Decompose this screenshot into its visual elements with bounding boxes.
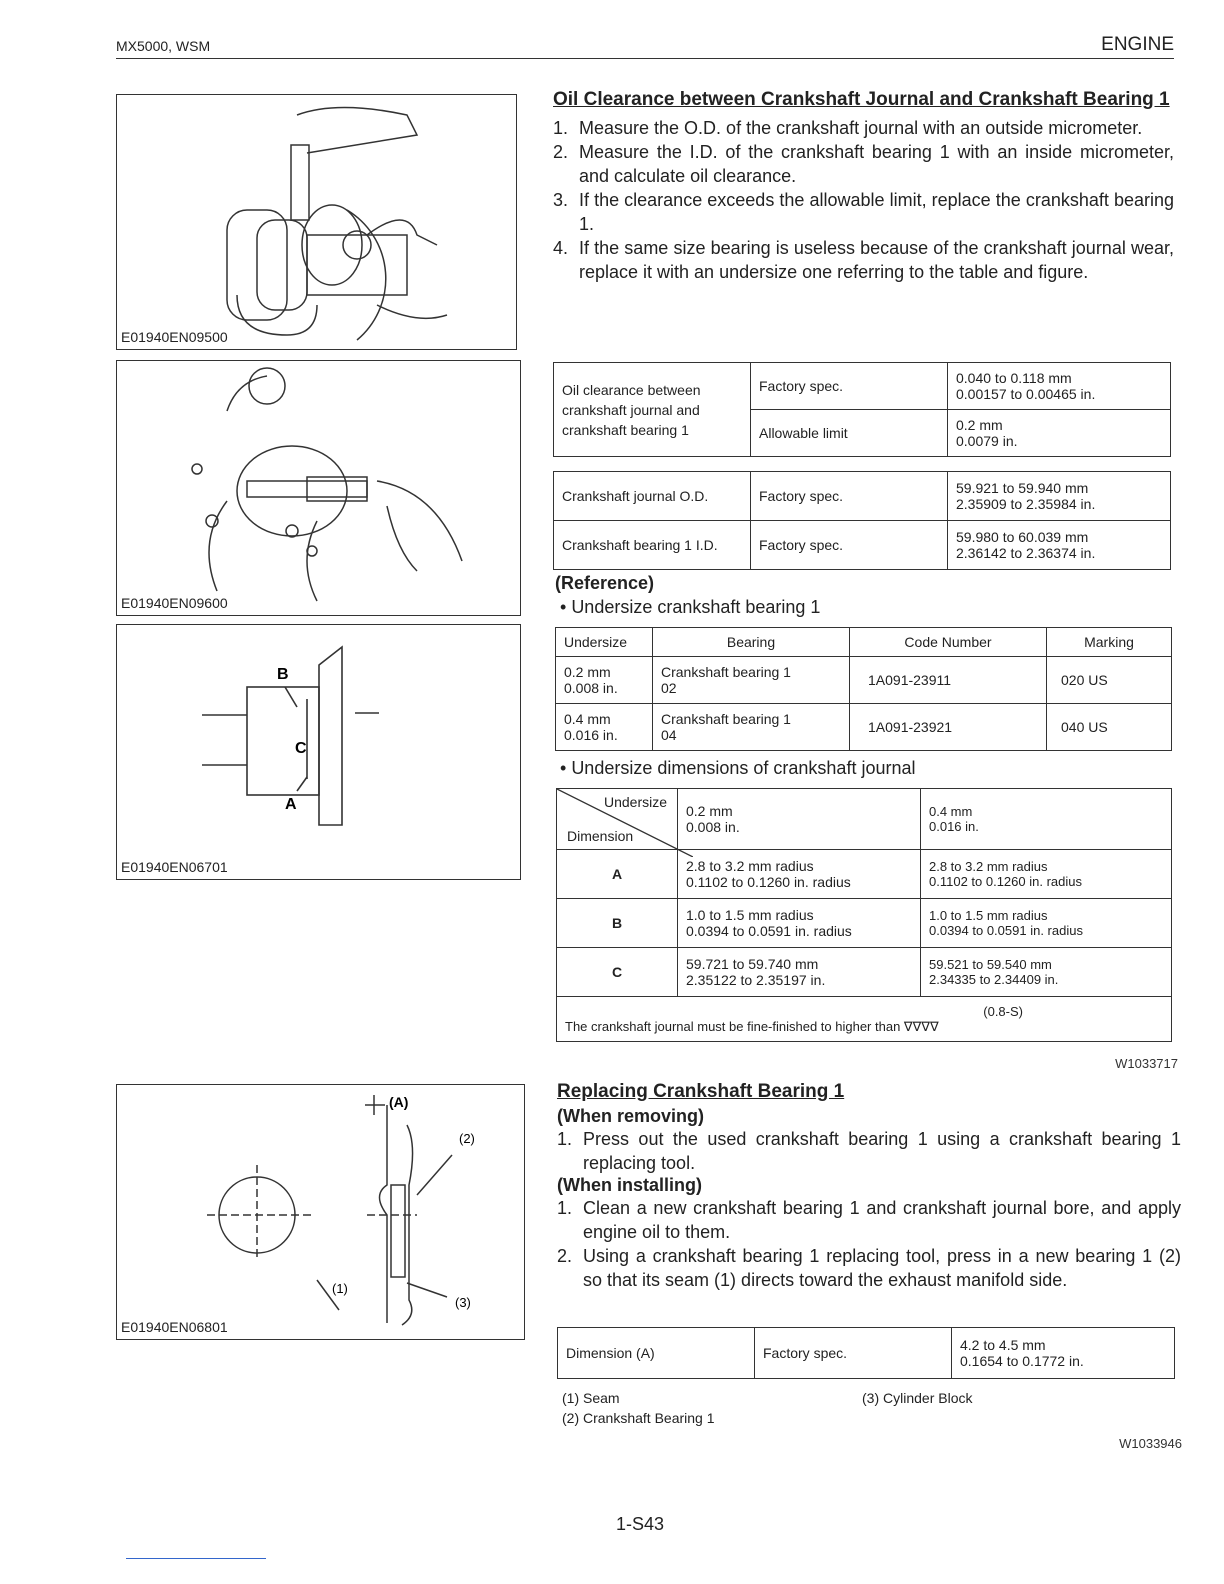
spec-value: 59.921 to 59.940 mm 2.35909 to 2.35984 in. bbox=[948, 472, 1171, 521]
column-header: Bearing bbox=[653, 628, 850, 657]
procedure-step: 3. If the clearance exceeds the allowable limit, replace the crankshaft bearing 1. bbox=[553, 190, 1174, 234]
column-header: 0.4 mm 0.016 in. bbox=[921, 789, 1172, 850]
figure-code: E01940EN06701 bbox=[121, 859, 228, 875]
bullet-undersize-bearing: • Undersize crankshaft bearing 1 bbox=[560, 597, 821, 617]
dimension-label-b: B bbox=[277, 666, 289, 683]
figure-journal-od-measure bbox=[116, 94, 517, 350]
dimension-label-c: C bbox=[295, 740, 307, 757]
figure-code: E01940EN09600 bbox=[121, 595, 228, 611]
procedure-step: 2. Using a crankshaft bearing 1 replacing tool, press in a new bearing 1 (2) so that its seam (1) directs toward the exhaust manifold side. bbox=[557, 1246, 1181, 1290]
finish-note: (0.8-S) The crankshaft journal must be fine-finished to higher than ∇∇∇∇ bbox=[557, 997, 1172, 1042]
inside-micrometer-illustration bbox=[117, 361, 520, 615]
legend-item: (3) Cylinder Block bbox=[862, 1390, 973, 1406]
spec-value: 0.040 to 0.118 mm 0.00157 to 0.00465 in. bbox=[948, 363, 1171, 410]
header-section: ENGINE bbox=[1101, 34, 1174, 55]
column-header: Undersize bbox=[556, 628, 653, 657]
spec-item: Crankshaft bearing 1 I.D. bbox=[554, 521, 751, 570]
spec-item: Oil clearance between crankshaft journal and crankshaft bearing 1 bbox=[554, 363, 751, 457]
column-header: Code Number bbox=[850, 628, 1047, 657]
dimension-label-a: A bbox=[285, 796, 297, 813]
section-code: W1033946 bbox=[1119, 1436, 1182, 1451]
legend-item: (1) Seam bbox=[562, 1390, 620, 1406]
removing-heading: (When removing) bbox=[557, 1106, 704, 1126]
procedure-step: 2. Measure the I.D. of the crankshaft bearing 1 with an inside micrometer, and calculate oil clearance. bbox=[553, 142, 1174, 186]
spec-label: Factory spec. bbox=[751, 472, 948, 521]
procedure-step: 4. If the same size bearing is useless because of the crankshaft journal wear, replace it with an undersize one referring to the table and figure. bbox=[553, 238, 1174, 282]
figure-bearing-id-measure bbox=[116, 360, 521, 616]
procedure-step: 1. Press out the used crankshaft bearing 1 using a crankshaft bearing 1 replacing tool. bbox=[557, 1129, 1181, 1173]
section-oil-clearance bbox=[553, 88, 1174, 284]
figure-journal-dimensions bbox=[116, 624, 521, 880]
procedure-step: 1. Clean a new crankshaft bearing 1 and crankshaft journal bore, and apply engine oil to them. bbox=[557, 1198, 1181, 1242]
section-replacing-bearing bbox=[557, 1080, 1181, 1292]
bullet-undersize-journal: • Undersize dimensions of crankshaft journal bbox=[560, 758, 916, 778]
removing-steps bbox=[557, 1127, 1181, 1175]
figure-code: E01940EN09500 bbox=[121, 329, 228, 345]
spec-item: Dimension (A) bbox=[558, 1328, 755, 1379]
legend-item: (2) Crankshaft Bearing 1 bbox=[562, 1410, 715, 1426]
procedure-step: 1. Measure the O.D. of the crankshaft journal with an outside micrometer. bbox=[553, 118, 1143, 138]
section-title: Oil Clearance between Crankshaft Journal and Crankshaft Bearing 1 bbox=[553, 89, 1170, 110]
column-header: 0.2 mm 0.008 in. bbox=[678, 789, 921, 850]
column-header: Marking bbox=[1047, 628, 1172, 657]
part-label-2: (2) bbox=[459, 1131, 475, 1146]
corner-header: Undersize Dimension bbox=[557, 789, 678, 850]
section-title: Replacing Crankshaft Bearing 1 bbox=[557, 1081, 845, 1102]
undersize-journal-table bbox=[556, 788, 1172, 1042]
installing-heading: (When installing) bbox=[557, 1175, 702, 1195]
table-row: 0.2 mm 0.008 in. Crankshaft bearing 1 02 1A091-23911 020 US bbox=[556, 657, 1172, 704]
bearing-depth-spec-table bbox=[557, 1327, 1175, 1379]
table-row: A 2.8 to 3.2 mm radius 0.1102 to 0.1260 in. radius 2.8 to 3.2 mm radius 0.1102 to 0.1260 in. radius bbox=[557, 850, 1172, 899]
part-label-3: (3) bbox=[455, 1295, 471, 1310]
spec-value: 0.2 mm 0.0079 in. bbox=[948, 410, 1171, 457]
spec-label: Factory spec. bbox=[751, 521, 948, 570]
header-manual-id: MX5000, WSM bbox=[116, 38, 211, 54]
header-rule bbox=[116, 58, 1174, 59]
dimension-label-a: (A) bbox=[389, 1094, 409, 1110]
table-row: B 1.0 to 1.5 mm radius 0.0394 to 0.0591 in. radius 1.0 to 1.5 mm radius 0.0394 to 0.0591 in. radius bbox=[557, 899, 1172, 948]
table-row: C 59.721 to 59.740 mm 2.35122 to 2.35197 in. 59.521 to 59.540 mm 2.34335 to 2.34409 in. bbox=[557, 948, 1172, 997]
journal-dimension-diagram bbox=[117, 625, 520, 879]
journal-bearing-spec-table bbox=[553, 471, 1171, 570]
figure-bearing-install bbox=[116, 1084, 525, 1340]
oil-clearance-spec-table bbox=[553, 362, 1171, 457]
undersize-bearing-table bbox=[555, 627, 1172, 751]
installing-steps bbox=[557, 1196, 1181, 1292]
page-number: 1-S43 bbox=[616, 1514, 665, 1534]
spec-value: 59.980 to 60.039 mm 2.36142 to 2.36374 in. bbox=[948, 521, 1171, 570]
table-row: 0.4 mm 0.016 in. Crankshaft bearing 1 04 1A091-23921 040 US bbox=[556, 704, 1172, 751]
procedure-steps bbox=[553, 116, 1174, 284]
micrometer-journal-illustration bbox=[117, 95, 516, 349]
spec-label: Allowable limit bbox=[751, 410, 948, 457]
figure-code: E01940EN06801 bbox=[121, 1319, 228, 1335]
bearing-install-diagram bbox=[117, 1085, 524, 1339]
part-label-1: (1) bbox=[332, 1281, 348, 1296]
reference-heading: (Reference) bbox=[555, 573, 655, 593]
spec-item: Crankshaft journal O.D. bbox=[554, 472, 751, 521]
spec-label: Factory spec. bbox=[751, 363, 948, 410]
spec-value: 4.2 to 4.5 mm 0.1654 to 0.1772 in. bbox=[952, 1328, 1175, 1379]
footer-rule bbox=[126, 1558, 266, 1559]
spec-label: Factory spec. bbox=[755, 1328, 952, 1379]
section-code: W1033717 bbox=[1115, 1056, 1178, 1071]
